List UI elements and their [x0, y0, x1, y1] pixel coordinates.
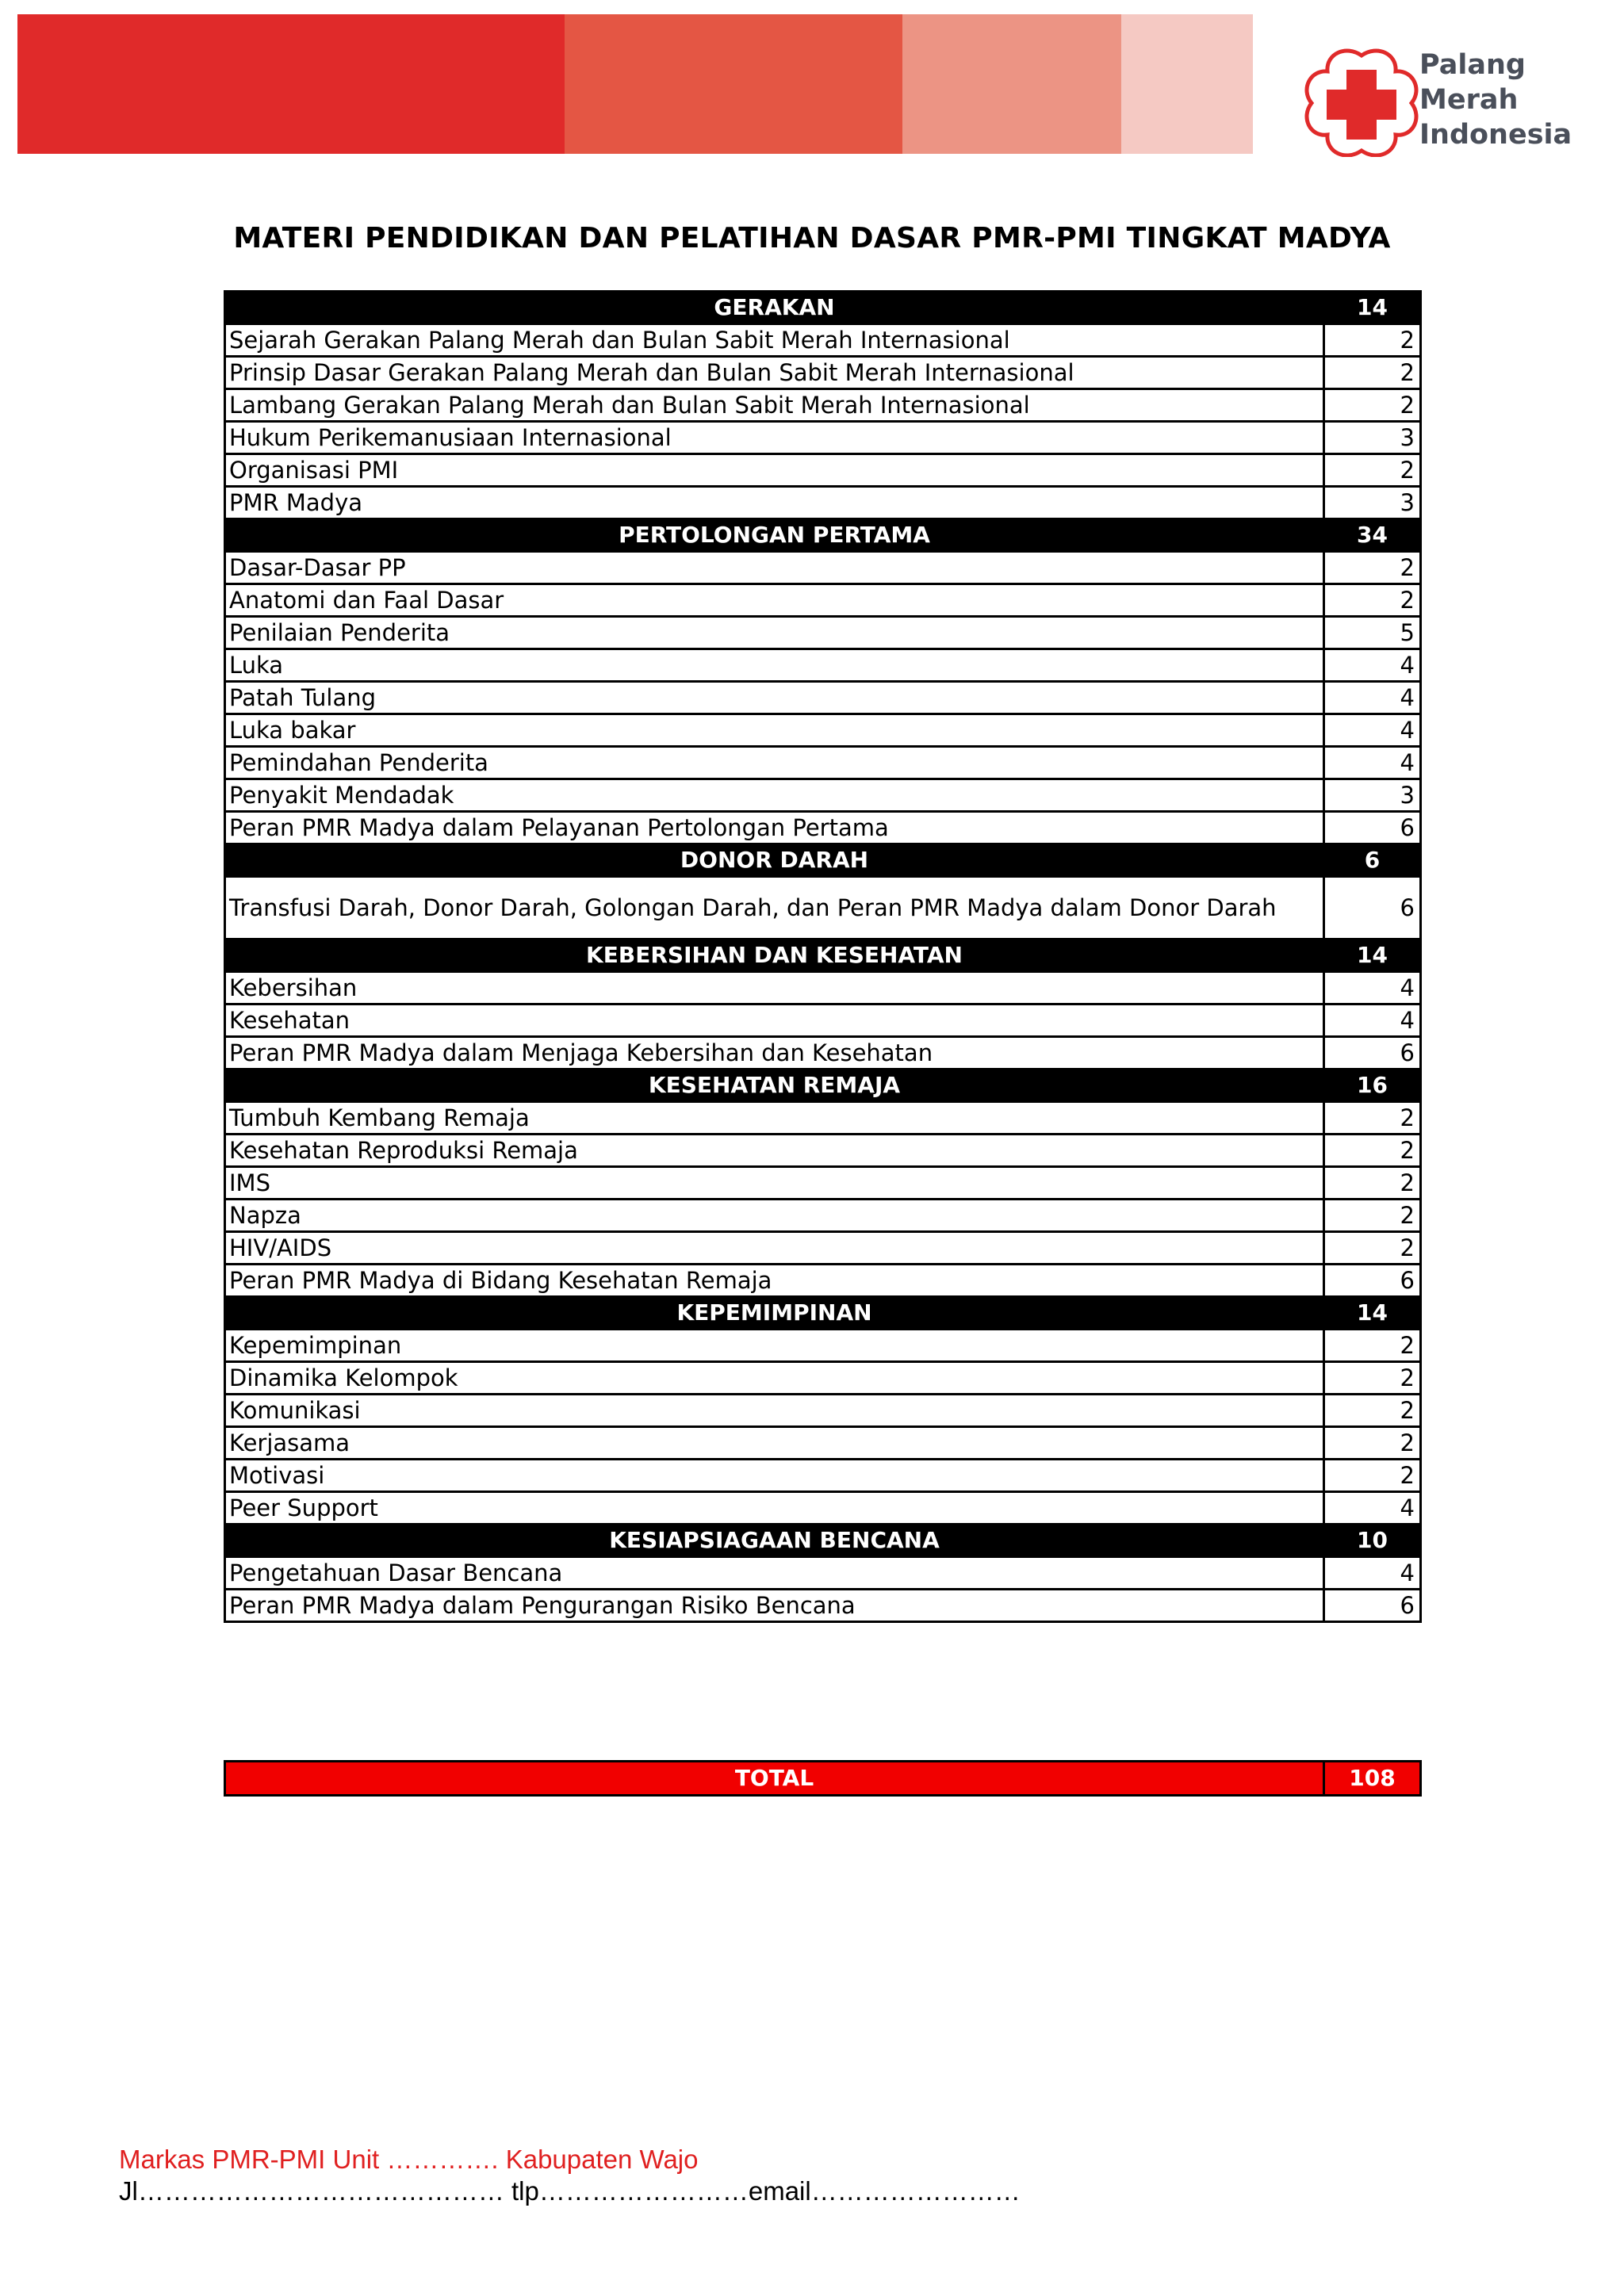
section-name: KEPEMIMPINAN [225, 1297, 1324, 1330]
section-total: 14 [1324, 939, 1421, 972]
section-name: DONOR DARAH [225, 844, 1324, 877]
table-row [225, 357, 1421, 389]
topic-hours: 4 [1324, 747, 1421, 779]
footer [119, 2144, 1021, 2207]
table-row [225, 454, 1421, 487]
table-row [225, 487, 1421, 519]
topic-label: Pengetahuan Dasar Bencana [225, 1557, 1324, 1590]
table-row [225, 389, 1421, 422]
header-banner [17, 14, 1253, 154]
topic-hours: 3 [1324, 779, 1421, 812]
topic-hours: 2 [1324, 1200, 1421, 1232]
topic-label: Organisasi PMI [225, 454, 1324, 487]
topic-label: Kesehatan Reproduksi Remaja [225, 1135, 1324, 1167]
banner-band [1121, 14, 1253, 154]
topic-label: Lambang Gerakan Palang Merah dan Bulan Sabit Merah Internasional [225, 389, 1324, 422]
section-total: 16 [1324, 1070, 1421, 1102]
table-row [225, 1004, 1421, 1037]
topic-hours: 2 [1324, 324, 1421, 357]
topic-hours: 4 [1324, 1492, 1421, 1525]
table-row [225, 1037, 1421, 1070]
section-header-row [225, 939, 1421, 972]
topic-hours: 6 [1324, 877, 1421, 939]
footer-contact-line: Jl…………………………………… tlp……………………email…………………… [119, 2176, 1021, 2206]
banner-band [17, 14, 565, 154]
table-row [225, 1265, 1421, 1297]
topic-label: Kepemimpinan [225, 1330, 1324, 1362]
table-row [225, 779, 1421, 812]
banner-band [902, 14, 1121, 154]
table-row [225, 1557, 1421, 1590]
section-total: 10 [1324, 1525, 1421, 1557]
topic-hours: 2 [1324, 1460, 1421, 1492]
topic-hours: 2 [1324, 1427, 1421, 1460]
table-row [225, 1427, 1421, 1460]
topic-hours: 6 [1324, 1265, 1421, 1297]
section-total: 14 [1324, 1297, 1421, 1330]
table-row [225, 1362, 1421, 1395]
topic-hours: 4 [1324, 714, 1421, 747]
table-row [225, 584, 1421, 617]
section-header-row [225, 519, 1421, 552]
topic-label: Luka [225, 649, 1324, 682]
table-row [225, 1330, 1421, 1362]
topic-label: Patah Tulang [225, 682, 1324, 714]
curriculum-body [225, 292, 1421, 1622]
table-row [225, 877, 1421, 939]
topic-label: Peran PMR Madya dalam Menjaga Kebersihan dan Kesehatan [225, 1037, 1324, 1070]
topic-label: Anatomi dan Faal Dasar [225, 584, 1324, 617]
section-name: KESIAPSIAGAAN BENCANA [225, 1525, 1324, 1557]
section-total: 6 [1324, 844, 1421, 877]
section-total: 34 [1324, 519, 1421, 552]
topic-hours: 3 [1324, 422, 1421, 454]
topic-label: Prinsip Dasar Gerakan Palang Merah dan Bulan Sabit Merah Internasional [225, 357, 1324, 389]
total-row [224, 1760, 1422, 1797]
topic-hours: 4 [1324, 972, 1421, 1004]
brand-name [1419, 48, 1572, 152]
topic-label: Hukum Perikemanusiaan Internasional [225, 422, 1324, 454]
topic-label: Penilaian Penderita [225, 617, 1324, 649]
brand-line: Indonesia [1419, 119, 1572, 151]
topic-hours: 2 [1324, 1135, 1421, 1167]
table-row [225, 1460, 1421, 1492]
topic-label: Peer Support [225, 1492, 1324, 1525]
topic-hours: 2 [1324, 1330, 1421, 1362]
table-row [225, 552, 1421, 584]
topic-label: Luka bakar [225, 714, 1324, 747]
topic-label: Sejarah Gerakan Palang Merah dan Bulan Sabit Merah Internasional [225, 324, 1324, 357]
topic-hours: 2 [1324, 1102, 1421, 1135]
topic-hours: 2 [1324, 454, 1421, 487]
banner-band [565, 14, 902, 154]
table-row [225, 422, 1421, 454]
topic-label: Kerjasama [225, 1427, 1324, 1460]
topic-label: Napza [225, 1200, 1324, 1232]
table-row [225, 617, 1421, 649]
brand-line: Merah [1419, 84, 1519, 116]
topic-hours: 4 [1324, 1004, 1421, 1037]
table-row [225, 1590, 1421, 1622]
document-title: MATERI PENDIDIKAN DAN PELATIHAN DASAR PMR-PMI TINGKAT MADYA [233, 222, 1391, 254]
table-row [225, 1135, 1421, 1167]
table-row [225, 1492, 1421, 1525]
topic-hours: 2 [1324, 584, 1421, 617]
topic-label: Dinamika Kelompok [225, 1362, 1324, 1395]
section-header-row [225, 1525, 1421, 1557]
topic-label: Kesehatan [225, 1004, 1324, 1037]
section-header-row [225, 1070, 1421, 1102]
total-label: TOTAL [225, 1762, 1324, 1796]
topic-hours: 2 [1324, 1167, 1421, 1200]
topic-label: Peran PMR Madya dalam Pengurangan Risiko Bencana [225, 1590, 1324, 1622]
section-name: KESEHATAN REMAJA [225, 1070, 1324, 1102]
table-row [225, 1167, 1421, 1200]
section-total: 14 [1324, 292, 1421, 324]
topic-hours: 2 [1324, 389, 1421, 422]
table-row [225, 1102, 1421, 1135]
total-value: 108 [1324, 1762, 1421, 1796]
topic-label: Dasar-Dasar PP [225, 552, 1324, 584]
section-header-row [225, 844, 1421, 877]
table-row [225, 1232, 1421, 1265]
topic-label: Penyakit Mendadak [225, 779, 1324, 812]
topic-hours: 4 [1324, 682, 1421, 714]
topic-label: Kebersihan [225, 972, 1324, 1004]
topic-hours: 6 [1324, 1037, 1421, 1070]
topic-label: Peran PMR Madya di Bidang Kesehatan Remaja [225, 1265, 1324, 1297]
section-name: GERAKAN [225, 292, 1324, 324]
table-row [225, 1395, 1421, 1427]
table-row [225, 714, 1421, 747]
brand-line: Palang [1419, 49, 1526, 81]
table-row [225, 324, 1421, 357]
topic-hours: 2 [1324, 552, 1421, 584]
topic-hours: 5 [1324, 617, 1421, 649]
topic-hours: 3 [1324, 487, 1421, 519]
table-row [225, 1200, 1421, 1232]
table-row [225, 682, 1421, 714]
topic-hours: 6 [1324, 812, 1421, 844]
table-row [225, 812, 1421, 844]
topic-hours: 2 [1324, 1232, 1421, 1265]
topic-label: Komunikasi [225, 1395, 1324, 1427]
table-row [225, 649, 1421, 682]
topic-label: Transfusi Darah, Donor Darah, Golongan Darah, dan Peran PMR Madya dalam Donor Darah [225, 877, 1324, 939]
table-row [225, 972, 1421, 1004]
table-row [225, 747, 1421, 779]
topic-label: HIV/AIDS [225, 1232, 1324, 1265]
footer-address-unit: Markas PMR-PMI Unit …………. Kabupaten Wajo [119, 2145, 699, 2174]
topic-hours: 2 [1324, 1395, 1421, 1427]
section-name: PERTOLONGAN PERTAMA [225, 519, 1324, 552]
topic-hours: 4 [1324, 649, 1421, 682]
section-name: KEBERSIHAN DAN KESEHATAN [225, 939, 1324, 972]
topic-hours: 2 [1324, 1362, 1421, 1395]
topic-label: Motivasi [225, 1460, 1324, 1492]
topic-hours: 4 [1324, 1557, 1421, 1590]
topic-hours: 2 [1324, 357, 1421, 389]
topic-hours: 6 [1324, 1590, 1421, 1622]
section-header-row [225, 292, 1421, 324]
topic-label: Peran PMR Madya dalam Pelayanan Pertolongan Pertama [225, 812, 1324, 844]
topic-label: PMR Madya [225, 487, 1324, 519]
topic-label: IMS [225, 1167, 1324, 1200]
section-header-row [225, 1297, 1421, 1330]
topic-label: Tumbuh Kembang Remaja [225, 1102, 1324, 1135]
topic-label: Pemindahan Penderita [225, 747, 1324, 779]
curriculum-table [224, 290, 1422, 1623]
